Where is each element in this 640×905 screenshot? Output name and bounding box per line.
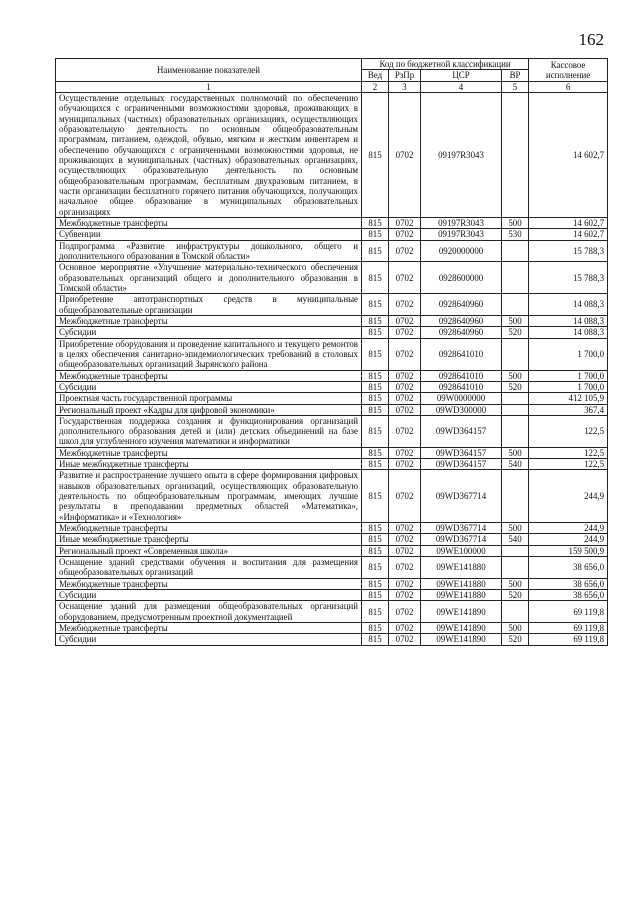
row-csr: 09WE141880 xyxy=(421,557,502,579)
row-value: 14 088,3 xyxy=(529,294,608,316)
row-name: Приобретение автотранспортных средств в муниципальные общеобразовательные организации xyxy=(56,294,362,316)
row-value: 14 602,7 xyxy=(529,229,608,240)
row-vr xyxy=(502,393,529,404)
row-ved: 815 xyxy=(362,523,389,534)
row-vr: 500 xyxy=(502,447,529,458)
col-index: 4 xyxy=(421,81,502,92)
row-vr: 540 xyxy=(502,534,529,545)
row-name: Основное мероприятие «Улучшение материально-технического обеспечения образовательных организаций общего и дополнительного образования в Томской области» xyxy=(56,262,362,294)
row-rzpr: 0702 xyxy=(389,315,421,326)
header-vr: ВР xyxy=(502,70,529,81)
row-value: 122,5 xyxy=(529,447,608,458)
row-vr: 500 xyxy=(502,578,529,589)
row-vr: 520 xyxy=(502,634,529,645)
row-value: 69 119,8 xyxy=(529,623,608,634)
row-vr xyxy=(502,338,529,370)
row-csr: 09WD364157 xyxy=(421,415,502,447)
table-row xyxy=(56,370,608,381)
row-vr xyxy=(502,240,529,262)
row-ved: 815 xyxy=(362,634,389,645)
row-vr xyxy=(502,294,529,316)
row-name: Иные межбюджетные трансферты xyxy=(56,459,362,470)
row-ved: 815 xyxy=(362,370,389,381)
header-rzpr: РзПр xyxy=(389,70,421,81)
row-rzpr: 0702 xyxy=(389,240,421,262)
row-vr: 520 xyxy=(502,381,529,392)
table-row xyxy=(56,415,608,447)
table-row xyxy=(56,534,608,545)
row-rzpr: 0702 xyxy=(389,459,421,470)
row-value: 14 088,3 xyxy=(529,315,608,326)
table-row xyxy=(56,447,608,458)
table-row xyxy=(56,523,608,534)
row-name: Субсидии xyxy=(56,381,362,392)
row-rzpr: 0702 xyxy=(389,590,421,601)
row-csr: 09WE141890 xyxy=(421,623,502,634)
row-rzpr: 0702 xyxy=(389,557,421,579)
row-csr: 09197R3043 xyxy=(421,217,502,228)
col-index: 3 xyxy=(389,81,421,92)
row-rzpr: 0702 xyxy=(389,338,421,370)
row-name: Осуществление отдельных государственных полномочий по обеспечению обучающихся с ограниченными возможностями здоровья, проживающих в муниципальных (частных) образовательных организациях, осуществляющих образовательную деятельность по основным общеобразовательным программам, питанием, одеждой, обувью, мягким и жестким инвентарем и обеспечению обучающихся с ограниченными возможностями здоровья, не проживающих в муниципальных (частных) образовательных организациях, осуществляющих образовательную деятельность по основным общеобразовательным программам, бесплатным двухразовым питанием, в части организации бесплатного горячего питания обучающихся, получающих начальное общее образование в муниципальных образовательных организациях xyxy=(56,92,362,217)
row-vr: 530 xyxy=(502,229,529,240)
row-csr: 09WD367714 xyxy=(421,523,502,534)
row-vr: 500 xyxy=(502,523,529,534)
row-csr: 09WD367714 xyxy=(421,470,502,523)
row-name: Межбюджетные трансферты xyxy=(56,217,362,228)
row-vr: 500 xyxy=(502,623,529,634)
table-row xyxy=(56,338,608,370)
row-value: 122,5 xyxy=(529,415,608,447)
page-number: 162 xyxy=(578,30,604,49)
table-row xyxy=(56,590,608,601)
table-row xyxy=(56,459,608,470)
table-row xyxy=(56,470,608,523)
row-csr: 09WD367714 xyxy=(421,534,502,545)
row-name: Межбюджетные трансферты xyxy=(56,523,362,534)
row-value: 15 788,3 xyxy=(529,240,608,262)
row-ved: 815 xyxy=(362,315,389,326)
row-ved: 815 xyxy=(362,590,389,601)
table-row xyxy=(56,623,608,634)
row-rzpr: 0702 xyxy=(389,601,421,623)
row-name: Иные межбюджетные трансферты xyxy=(56,534,362,545)
table-row xyxy=(56,92,608,217)
row-name: Приобретение оборудования и проведение капитального и текущего ремонтов в целях обеспечения санитарно-эпидемиологических требований в столовых общеобразовательных организаций Зырянского района xyxy=(56,338,362,370)
row-name: Межбюджетные трансферты xyxy=(56,578,362,589)
row-csr: 09WD364157 xyxy=(421,459,502,470)
row-csr: 09WE141890 xyxy=(421,601,502,623)
table-row xyxy=(56,601,608,623)
row-csr: 09WE100000 xyxy=(421,545,502,556)
row-name: Оснащение зданий средствами обучения и воспитания для размещения общеобразовательных организаций xyxy=(56,557,362,579)
table-row xyxy=(56,240,608,262)
row-rzpr: 0702 xyxy=(389,415,421,447)
header-csr: ЦСР xyxy=(421,70,502,81)
row-csr: 09197R3043 xyxy=(421,229,502,240)
col-index: 5 xyxy=(502,81,529,92)
table-row xyxy=(56,557,608,579)
row-csr: 09WE141880 xyxy=(421,578,502,589)
row-value: 69 119,8 xyxy=(529,634,608,645)
row-ved: 815 xyxy=(362,240,389,262)
row-value: 122,5 xyxy=(529,459,608,470)
row-rzpr: 0702 xyxy=(389,545,421,556)
row-value: 1 700,0 xyxy=(529,370,608,381)
row-csr: 09WE141890 xyxy=(421,634,502,645)
row-name: Субсидии xyxy=(56,590,362,601)
row-name: Региональный проект «Кадры для цифровой экономики» xyxy=(56,404,362,415)
row-rzpr: 0702 xyxy=(389,623,421,634)
row-csr: 09WD300000 xyxy=(421,404,502,415)
row-rzpr: 0702 xyxy=(389,634,421,645)
row-name: Субсидии xyxy=(56,634,362,645)
row-vr xyxy=(502,92,529,217)
header-name: Наименование показателей xyxy=(56,59,362,82)
row-value: 14 602,7 xyxy=(529,92,608,217)
row-value: 244,9 xyxy=(529,534,608,545)
row-vr xyxy=(502,262,529,294)
row-vr xyxy=(502,601,529,623)
row-ved: 815 xyxy=(362,404,389,415)
row-ved: 815 xyxy=(362,545,389,556)
row-csr: 09W0000000 xyxy=(421,393,502,404)
row-value: 14 088,3 xyxy=(529,327,608,338)
row-ved: 815 xyxy=(362,92,389,217)
row-ved: 815 xyxy=(362,217,389,228)
row-value: 244,9 xyxy=(529,523,608,534)
row-name: Оснащение зданий для размещения общеобразовательных организаций оборудованием, предусмотренным проектной документацией xyxy=(56,601,362,623)
row-value: 367,4 xyxy=(529,404,608,415)
row-csr: 0928641010 xyxy=(421,370,502,381)
row-name: Межбюджетные трансферты xyxy=(56,623,362,634)
row-vr: 500 xyxy=(502,315,529,326)
row-vr: 500 xyxy=(502,217,529,228)
row-value: 244,9 xyxy=(529,470,608,523)
row-csr: 09WE141880 xyxy=(421,590,502,601)
table-row xyxy=(56,262,608,294)
row-value: 38 656,0 xyxy=(529,557,608,579)
row-value: 1 700,0 xyxy=(529,338,608,370)
row-csr: 0928640960 xyxy=(421,327,502,338)
row-value: 38 656,0 xyxy=(529,578,608,589)
row-ved: 815 xyxy=(362,470,389,523)
table-row xyxy=(56,393,608,404)
row-vr: 540 xyxy=(502,459,529,470)
row-csr: 0928640960 xyxy=(421,315,502,326)
row-csr: 0928641010 xyxy=(421,381,502,392)
row-vr: 520 xyxy=(502,327,529,338)
row-name: Межбюджетные трансферты xyxy=(56,315,362,326)
row-ved: 815 xyxy=(362,459,389,470)
row-rzpr: 0702 xyxy=(389,262,421,294)
row-rzpr: 0702 xyxy=(389,217,421,228)
row-ved: 815 xyxy=(362,393,389,404)
table-body xyxy=(56,92,608,645)
table-row xyxy=(56,404,608,415)
row-vr: 520 xyxy=(502,590,529,601)
row-rzpr: 0702 xyxy=(389,578,421,589)
row-rzpr: 0702 xyxy=(389,370,421,381)
row-value: 159 500,9 xyxy=(529,545,608,556)
row-rzpr: 0702 xyxy=(389,523,421,534)
row-vr: 500 xyxy=(502,370,529,381)
row-vr xyxy=(502,470,529,523)
col-index: 2 xyxy=(362,81,389,92)
row-ved: 815 xyxy=(362,534,389,545)
row-value: 14 602,7 xyxy=(529,217,608,228)
row-csr: 09WD364157 xyxy=(421,447,502,458)
row-value: 15 788,3 xyxy=(529,262,608,294)
row-vr xyxy=(502,557,529,579)
row-rzpr: 0702 xyxy=(389,327,421,338)
row-rzpr: 0702 xyxy=(389,534,421,545)
row-rzpr: 0702 xyxy=(389,404,421,415)
table-row xyxy=(56,294,608,316)
row-name: Межбюджетные трансферты xyxy=(56,447,362,458)
row-name: Субсидии xyxy=(56,327,362,338)
row-ved: 815 xyxy=(362,262,389,294)
row-ved: 815 xyxy=(362,294,389,316)
row-ved: 815 xyxy=(362,557,389,579)
table-row xyxy=(56,229,608,240)
row-ved: 815 xyxy=(362,578,389,589)
row-name: Проектная часть государственной программы xyxy=(56,393,362,404)
row-ved: 815 xyxy=(362,229,389,240)
row-rzpr: 0702 xyxy=(389,381,421,392)
table-row xyxy=(56,327,608,338)
row-rzpr: 0702 xyxy=(389,447,421,458)
row-csr: 0928641010 xyxy=(421,338,502,370)
row-name: Подпрограмма «Развитие инфраструктуры дошкольного, общего и дополнительного образования в Томской области» xyxy=(56,240,362,262)
row-value: 412 105,9 xyxy=(529,393,608,404)
row-csr: 0920000000 xyxy=(421,240,502,262)
row-rzpr: 0702 xyxy=(389,470,421,523)
row-ved: 815 xyxy=(362,415,389,447)
header-code-group: Код по бюджетной классификации xyxy=(362,59,529,70)
table-row xyxy=(56,545,608,556)
table-row xyxy=(56,381,608,392)
row-csr: 0928600000 xyxy=(421,262,502,294)
col-index: 6 xyxy=(529,81,608,92)
row-value: 38 656,0 xyxy=(529,590,608,601)
row-name: Развитие и распространение лучшего опыта в сфере формирования цифровых навыков образовательных организаций, осуществляющих образовательную деятельность по общеобразовательным программам, имеющих лучшие результаты в преподавании предметных областей «Математика», «Информатика» и «Технология» xyxy=(56,470,362,523)
row-ved: 815 xyxy=(362,381,389,392)
table-row xyxy=(56,578,608,589)
row-ved: 815 xyxy=(362,623,389,634)
header-exec: Кассовое исполнение xyxy=(529,59,608,82)
row-vr xyxy=(502,545,529,556)
row-name: Субвенции xyxy=(56,229,362,240)
col-index: 1 xyxy=(56,81,362,92)
row-name: Государственная поддержка создания и функционирования организаций дополнительного образования детей и (или) детских объединений на базе школ для углубленного изучения математики и информатики xyxy=(56,415,362,447)
row-ved: 815 xyxy=(362,447,389,458)
table-row xyxy=(56,634,608,645)
row-ved: 815 xyxy=(362,338,389,370)
row-name: Межбюджетные трансферты xyxy=(56,370,362,381)
table-row xyxy=(56,217,608,228)
row-name: Региональный проект «Современная школа» xyxy=(56,545,362,556)
row-value: 69 119,8 xyxy=(529,601,608,623)
row-csr: 0928640960 xyxy=(421,294,502,316)
row-vr xyxy=(502,415,529,447)
row-value: 1 700,0 xyxy=(529,381,608,392)
budget-table xyxy=(55,58,608,646)
table-row xyxy=(56,315,608,326)
row-rzpr: 0702 xyxy=(389,92,421,217)
row-ved: 815 xyxy=(362,601,389,623)
row-rzpr: 0702 xyxy=(389,393,421,404)
row-rzpr: 0702 xyxy=(389,229,421,240)
row-rzpr: 0702 xyxy=(389,294,421,316)
header-ved: Вед xyxy=(362,70,389,81)
row-ved: 815 xyxy=(362,327,389,338)
row-vr xyxy=(502,404,529,415)
row-csr: 09197R3043 xyxy=(421,92,502,217)
